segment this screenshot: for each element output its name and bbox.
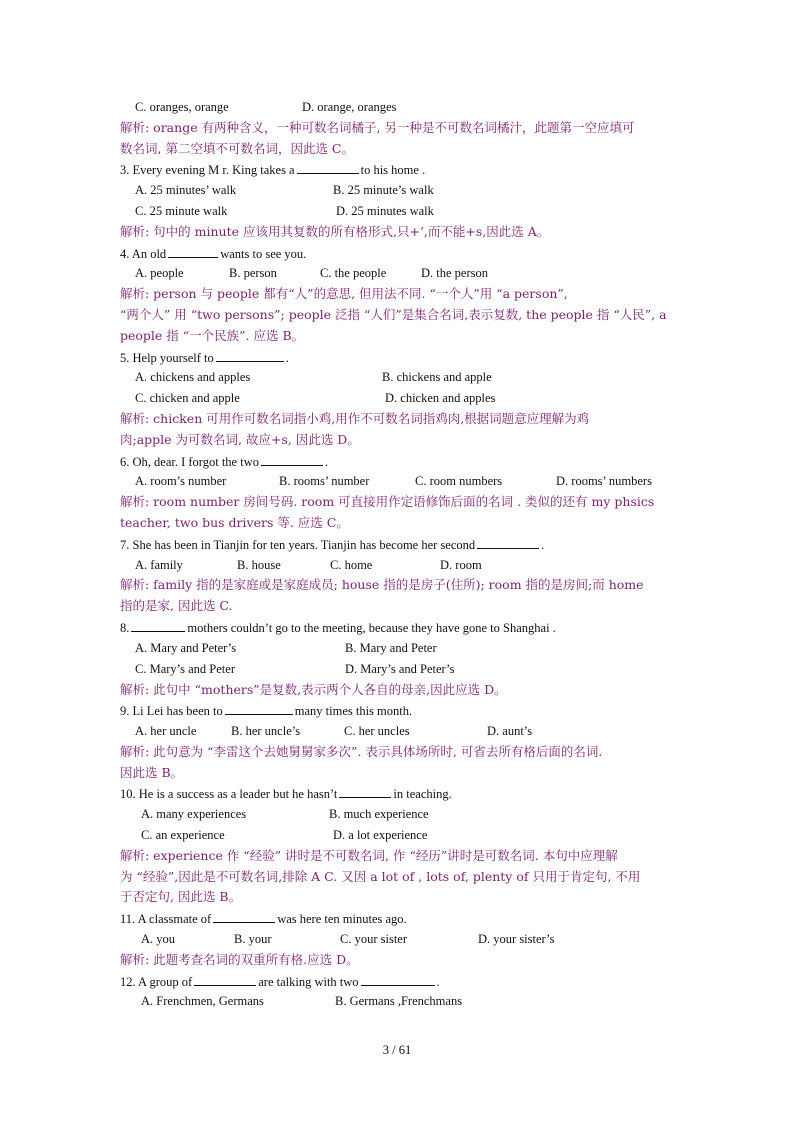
page-number: 3 / 61 [382,1043,412,1057]
question-5-stem-start: 5. Help yourself to [120,351,214,365]
q8-option-b: B. Mary and Peter [345,641,437,655]
q7-option-a: A. family [135,558,183,572]
q8-option-c: C. Mary’s and Peter [135,662,235,676]
q8-analysis-line: 解析: 此句中 “mothers”是复数,表示两个人各自的母亲,因此应选 D。 [120,682,507,697]
question-4-stem-end: wants to see you. [220,247,307,261]
q12-option-b: B. Germans ,Frenchmans [335,994,463,1008]
q6-option-d: D. rooms’ numbers [556,474,652,488]
question-9-stem-start: 9. Li Lei has been to [120,704,223,718]
q7-option-d: D. room [440,558,482,572]
question-8-stem-end: mothers couldn’t go to the meeting, because they have gone to Shanghai . [187,621,556,635]
q6-option-b: B. rooms’ number [279,474,370,488]
q4-analysis-line: “两个人” 用 “two persons”; people 泛指 “人们”是集合名词,表示复数, the people 指 “人民”, a [120,307,667,322]
answer-blank [261,453,323,466]
answer-blank [213,910,275,923]
answer-blank [216,349,284,362]
q11-analysis-line: 解析: 此题考查名词的双重所有格.应选 D。 [120,952,359,967]
q10-option-b: B. much experience [329,807,429,821]
question-8 [120,619,556,636]
q2-option-d: D. orange, oranges [302,100,397,114]
q11-option-b: B. your [234,932,272,946]
q7-analysis-line: 指的是家, 因此选 C. [120,598,233,613]
q10-option-d: D. a lot experience [333,828,428,842]
question-12-stem-middle: are talking with two [258,975,359,989]
q3-option-b: B. 25 minute’s walk [333,183,434,197]
question-7 [120,536,544,553]
q9-option-a: A. her uncle [135,724,197,738]
question-11 [120,910,407,927]
q6-analysis-line: 解析: room number 房间号码. room 可直接用作定语修饰后面的名词 . 类似的还有 my phsics [120,494,655,509]
question-10-stem-start: 10. He is a success as a leader but he hasn’t [120,787,338,801]
q11-option-c: C. your sister [340,932,408,946]
q4-option-c: C. the people [320,266,387,280]
q8-option-d: D. Mary’s and Peter’s [345,662,455,676]
question-12-stem-end: . [436,975,440,989]
question-10-stem-end: in teaching. [393,787,452,801]
q3-option-a: A. 25 minutes’ walk [135,183,237,197]
answer-blank [297,161,359,174]
q8-option-a: A. Mary and Peter’s [135,641,237,655]
q10-analysis-line: 为 “经验”,因此是不可数名词,排除 A C. 又因 a lot of , lots of, plenty of 只用于肯定句, 不用 [120,869,641,884]
answer-blank [225,702,293,715]
q4-option-b: B. person [229,266,277,280]
question-11-stem-start: 11. A classmate of [120,912,212,926]
q3-analysis-line: 解析: 句中的 minute 应该用其复数的所有格形式,只+’,而不能+s,因此选 A。 [120,224,550,239]
question-9 [120,702,412,719]
q10-analysis-line: 于否定句, 因此选 B。 [120,889,242,904]
question-8-stem-start: 8. [120,621,130,635]
q9-analysis-line: 因此选 B。 [120,765,184,780]
q5-option-d: D. chicken and apples [385,391,496,405]
question-10 [120,785,452,802]
q10-analysis-line: 解析: experience 作 “经验” 讲时是不可数名词, 作 “经历”讲时是可数名词. 本句中应理解 [120,848,618,863]
question-7-stem-end: . [541,538,545,552]
question-6-stem-end: . [324,455,329,469]
q6-option-c: C. room numbers [415,474,503,488]
q11-option-d: D. your sister’s [478,932,555,946]
question-5-stem-end: . [285,351,289,365]
answer-blank [477,536,539,549]
q6-option-a: A. room’s number [135,474,227,488]
q3-option-c: C. 25 minute walk [135,204,228,218]
q7-option-b: B. house [237,558,281,572]
question-4-stem-start: 4. An old [120,247,167,261]
question-4 [120,245,306,262]
q9-option-c: C. her uncles [344,724,410,738]
q4-option-a: A. people [135,266,184,280]
q3-option-d: D. 25 minutes walk [336,204,434,218]
q4-option-d: D. the person [421,266,488,280]
q4-analysis-line: 解析: person 与 people 都有“人”的意思, 但用法不同. “一个人”用 “a person”, [120,286,568,301]
q9-option-b: B. her uncle’s [231,724,301,738]
q10-option-a: A. many experiences [141,807,247,821]
answer-blank [361,973,435,986]
question-9-stem-end: many times this month. [294,704,413,718]
q4-analysis-line: people 指 “一个民族”. 应选 B。 [120,328,305,343]
q5-option-c: C. chicken and apple [135,391,240,405]
q2-analysis-line: 数名词, 第二空填不可数名词，因此选 C。 [120,141,354,156]
q5-analysis-line: 肉;apple 为可数名词, 故应+s, 因此选 D。 [120,432,360,447]
question-3-stem-start: 3. Every evening M r. King takes a [120,163,295,177]
q10-option-c: C. an experience [141,828,225,842]
question-11-stem-end: was here ten minutes ago. [277,912,407,926]
q11-option-a: A. you [141,932,176,946]
q9-option-d: D. aunt’s [487,724,533,738]
answer-blank [168,245,218,258]
question-5 [120,349,289,366]
question-12-stem-start: 12. A group of [120,975,193,989]
question-7-stem-start: 7. She has been in Tianjin for ten years. Tianjin has become her second [120,538,476,552]
question-6 [120,453,328,470]
question-12 [120,973,440,990]
q6-analysis-line: teacher, two bus drivers 等. 应选 C。 [120,515,349,530]
question-6-stem-start: 6. Oh, dear. I forgot the two [120,455,259,469]
q7-option-c: C. home [330,558,373,572]
question-3-stem-end: to his home . [360,163,426,177]
q12-option-a: A. Frenchmen, Germans [141,994,264,1008]
q9-analysis-line: 解析: 此句意为 “李雷这个去她舅舅家多次”. 表示具体场所时, 可省去所有格后面的名词. [120,744,603,759]
q2-analysis-line: 解析: orange 有两种含义，一种可数名词橘子, 另一种是不可数名词橘汁，此题第一空应填可 [120,120,635,135]
q2-option-c: C. oranges, orange [135,100,229,114]
q5-analysis-line: 解析: chicken 可用作可数名词指小鸡,用作不可数名词指鸡肉,根据词题意应理解为鸡 [120,411,590,426]
answer-blank [339,785,391,798]
q5-option-a: A. chickens and apples [135,370,251,384]
question-3 [120,161,425,178]
answer-blank [131,619,185,632]
q5-option-b: B. chickens and apple [382,370,492,384]
answer-blank [194,973,256,986]
q7-analysis-line: 解析: family 指的是家庭或是家庭成员; house 指的是房子(住所); room 指的是房间;而 home [120,577,644,592]
